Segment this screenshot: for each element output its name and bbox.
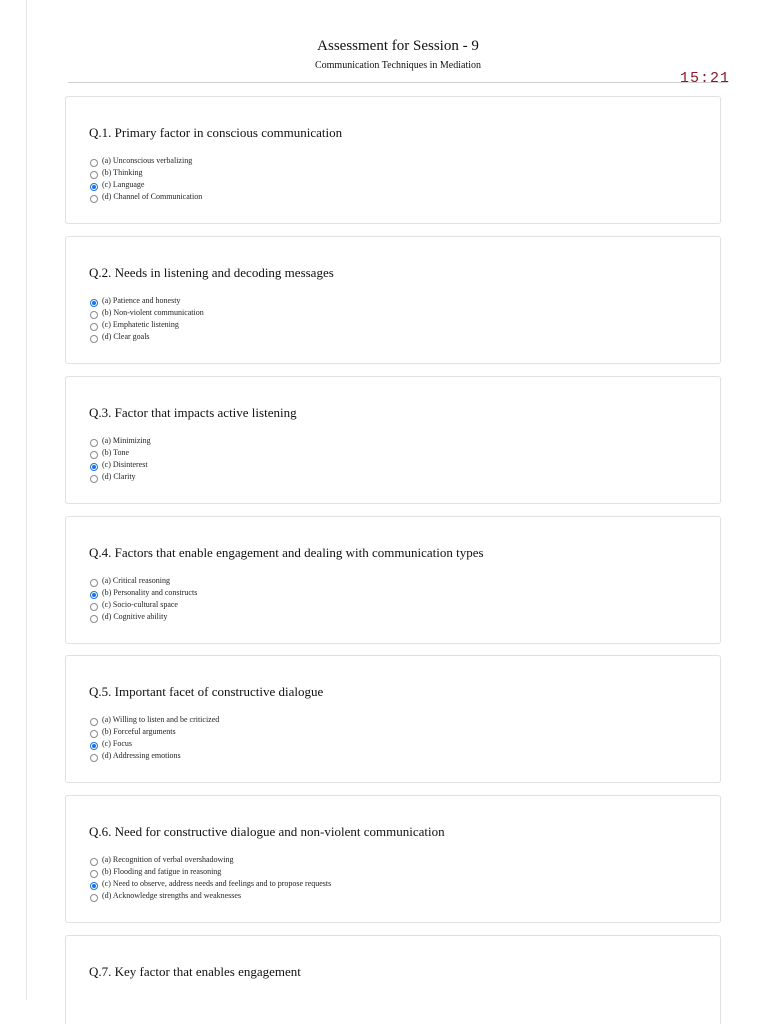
page-subtitle: Communication Techniques in Mediation	[314, 60, 482, 71]
option-group	[90, 155, 202, 203]
option-label: (a) Patience and honesty	[102, 296, 181, 305]
option-d[interactable]	[90, 890, 331, 902]
question-title: Q.7. Key factor that enables engagement	[89, 964, 301, 979]
radio-button[interactable]	[90, 183, 98, 191]
option-label: (c) Socio-cultural space	[102, 600, 178, 609]
option-label: (b) Forceful arguments	[102, 727, 176, 736]
option-d[interactable]	[90, 191, 202, 203]
option-label: (c) Emphatetic listening	[102, 320, 179, 329]
option-b[interactable]	[90, 447, 151, 459]
radio-button[interactable]	[90, 870, 98, 878]
question-title: Q.3. Factor that impacts active listening	[89, 405, 297, 420]
option-label: (d) Clarity	[102, 472, 136, 481]
question-card-7	[65, 935, 721, 1024]
page-title: Assessment for Session - 9	[317, 38, 479, 54]
radio-button[interactable]	[90, 439, 98, 447]
option-group	[90, 295, 204, 343]
option-label: (a) Unconscious verbalizing	[102, 156, 193, 165]
option-group	[90, 575, 197, 623]
option-c[interactable]	[90, 179, 202, 191]
option-c[interactable]	[90, 319, 204, 331]
option-d[interactable]	[90, 611, 197, 623]
question-card-6	[65, 795, 721, 923]
question-title: Q.1. Primary factor in conscious communication	[89, 125, 343, 140]
option-label: (d) Channel of Communication	[102, 192, 203, 201]
option-label: (b) Flooding and fatigue in reasoning	[102, 867, 222, 876]
radio-button[interactable]	[90, 159, 98, 167]
option-a[interactable]	[90, 714, 219, 726]
radio-button[interactable]	[90, 463, 98, 471]
radio-button[interactable]	[90, 603, 98, 611]
option-a[interactable]	[90, 435, 151, 447]
question-title: Q.6. Need for constructive dialogue and non-violent communication	[89, 824, 445, 839]
option-label: (c) Focus	[102, 739, 132, 748]
radio-button[interactable]	[90, 742, 98, 750]
option-b[interactable]	[90, 726, 219, 738]
option-group	[90, 854, 331, 902]
option-group	[90, 714, 219, 762]
option-b[interactable]	[90, 167, 202, 179]
radio-button[interactable]	[90, 195, 98, 203]
radio-button[interactable]	[90, 171, 98, 179]
option-b[interactable]	[90, 866, 331, 878]
radio-button[interactable]	[90, 730, 98, 738]
radio-button[interactable]	[90, 754, 98, 762]
radio-button[interactable]	[90, 882, 98, 890]
question-card-1	[65, 96, 721, 224]
option-a[interactable]	[90, 155, 202, 167]
option-label: (d) Acknowledge strengths and weaknesses	[102, 891, 242, 900]
assessment-header	[68, 36, 728, 83]
option-c[interactable]	[90, 459, 151, 471]
radio-button[interactable]	[90, 323, 98, 331]
radio-button[interactable]	[90, 311, 98, 319]
option-label: (d) Cognitive ability	[102, 612, 168, 621]
option-label: (c) Language	[102, 180, 145, 189]
option-a[interactable]	[90, 295, 204, 307]
option-a[interactable]	[90, 575, 197, 587]
option-d[interactable]	[90, 331, 204, 343]
option-label: (c) Disinterest	[102, 460, 148, 469]
radio-button[interactable]	[90, 591, 98, 599]
question-card-5	[65, 655, 721, 783]
option-c[interactable]	[90, 599, 197, 611]
radio-button[interactable]	[90, 615, 98, 623]
option-label: (c) Need to observe, address needs and feelings and to propose requests	[102, 879, 332, 888]
option-c[interactable]	[90, 878, 331, 890]
question-title: Q.2. Needs in listening and decoding messages	[89, 265, 334, 280]
question-card-4	[65, 516, 721, 644]
option-c[interactable]	[90, 738, 219, 750]
option-b[interactable]	[90, 307, 204, 319]
option-label: (b) Personality and constructs	[102, 588, 198, 597]
option-b[interactable]	[90, 587, 197, 599]
option-label: (d) Addressing emotions	[102, 751, 181, 760]
option-label: (a) Willing to listen and be criticized	[102, 715, 220, 724]
radio-button[interactable]	[90, 335, 98, 343]
option-group	[90, 435, 151, 483]
countdown-timer: 15:21	[680, 70, 731, 87]
option-label: (a) Critical reasoning	[102, 576, 170, 585]
option-label: (d) Clear goals	[102, 332, 150, 341]
left-divider	[26, 0, 27, 1000]
question-title: Q.4. Factors that enable engagement and dealing with communication types	[89, 545, 484, 560]
option-label: (b) Thinking	[102, 168, 143, 177]
radio-button[interactable]	[90, 475, 98, 483]
option-d[interactable]	[90, 750, 219, 762]
radio-button[interactable]	[90, 858, 98, 866]
radio-button[interactable]	[90, 299, 98, 307]
option-label: (a) Minimizing	[102, 436, 151, 445]
radio-button[interactable]	[90, 894, 98, 902]
option-label: (b) Tone	[102, 448, 130, 457]
option-label: (b) Non-violent communication	[102, 308, 204, 317]
question-card-3	[65, 376, 721, 504]
radio-button[interactable]	[90, 579, 98, 587]
option-a[interactable]	[90, 854, 331, 866]
radio-button[interactable]	[90, 451, 98, 459]
radio-button[interactable]	[90, 718, 98, 726]
question-card-2	[65, 236, 721, 364]
question-title: Q.5. Important facet of constructive dialogue	[89, 684, 324, 699]
option-d[interactable]	[90, 471, 151, 483]
option-label: (a) Recognition of verbal overshadowing	[102, 855, 234, 864]
